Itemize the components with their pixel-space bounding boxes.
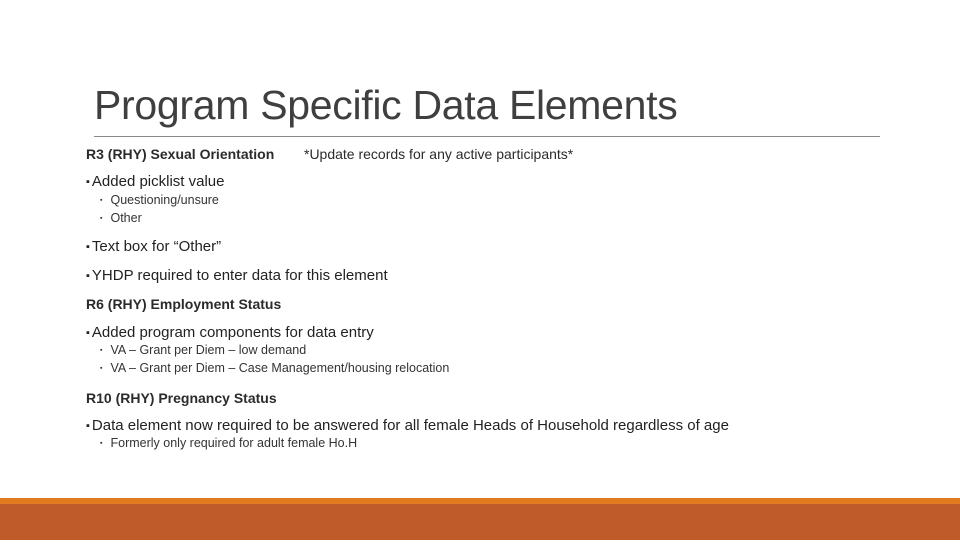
bullet-icon: ▪ xyxy=(86,176,90,188)
bullet-icon: ▪ xyxy=(100,197,103,204)
subbullet-va-case-management xyxy=(100,361,449,375)
subbullet-text: VA – Grant per Diem – low demand xyxy=(110,343,307,357)
bullet-text: Data element now required to be answered for all female Heads of Household regardless of age xyxy=(91,417,729,434)
section-heading-employment-status: R6 (RHY) Employment Status xyxy=(86,296,282,312)
bullet-icon: ▪ xyxy=(100,440,103,447)
bullet-text: Added program components for data entry xyxy=(91,324,374,341)
subbullet-text: Formerly only required for adult female Ho.H xyxy=(110,436,358,450)
bullet-icon: ▪ xyxy=(100,215,103,222)
bullet-text-box-other xyxy=(86,238,221,255)
subbullet-text: Questioning/unsure xyxy=(110,193,219,207)
bullet-icon: ▪ xyxy=(86,241,90,253)
bullet-icon: ▪ xyxy=(86,270,90,282)
section-heading-text: R3 (RHY) Sexual Orientation xyxy=(86,146,275,162)
bullet-added-program-components xyxy=(86,324,374,341)
subbullet-formerly-required xyxy=(100,436,357,450)
subbullet-other xyxy=(100,211,142,225)
section-heading-sexual-orientation xyxy=(86,146,574,162)
subbullet-text: Other xyxy=(110,211,142,225)
bullet-text: YHDP required to enter data for this element xyxy=(91,267,388,284)
footer-band xyxy=(0,504,960,540)
bullet-icon: ▪ xyxy=(100,347,103,354)
bullet-yhdp-required xyxy=(86,267,388,284)
bullet-icon: ▪ xyxy=(86,420,90,432)
title-underline xyxy=(94,136,880,137)
subbullet-text: VA – Grant per Diem – Case Management/housing relocation xyxy=(110,361,450,375)
update-records-note: *Update records for any active participants* xyxy=(304,146,574,162)
slide-title: Program Specific Data Elements xyxy=(94,82,678,128)
bullet-icon: ▪ xyxy=(86,327,90,339)
subbullet-va-low-demand xyxy=(100,343,306,357)
bullet-data-element-required xyxy=(86,417,729,434)
bullet-added-picklist xyxy=(86,173,224,190)
subbullet-questioning xyxy=(100,193,219,207)
bullet-text: Added picklist value xyxy=(91,173,225,190)
bullet-text: Text box for “Other” xyxy=(91,238,222,255)
bullet-icon: ▪ xyxy=(100,365,103,372)
section-heading-pregnancy-status: R10 (RHY) Pregnancy Status xyxy=(86,390,277,406)
